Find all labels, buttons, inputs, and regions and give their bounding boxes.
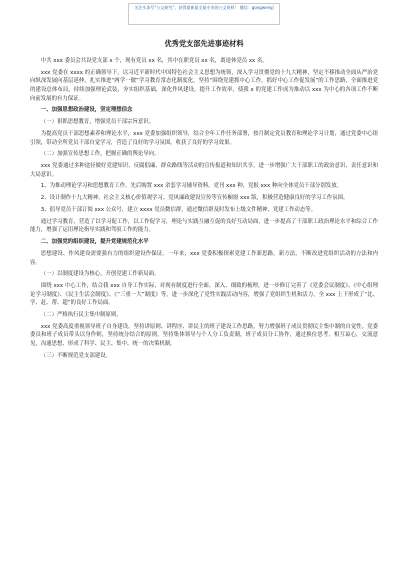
- body-paragraph: 中共 xxx 委员会共设党支部 x 个，现有党员 xx 名，其中在职党员 xx 名，离退休党员 xx 名。: [40, 58, 268, 64]
- body-paragraph: 为提高党员干部思想素养和理论水平，xxx 党委加强组织领导，结合全年工作任务部署，按月制定党员教育和理论学习计划，通过党委中心组引领，带动全所党员干部自觉学习，营造了良好的学习氛围，收获了良好的学习效果。: [30, 130, 378, 146]
- body-paragraph: 2、设计制作十九大精神、社会主义核心价值观学习、党风廉政建设宣传等宣传橱窗 xxx 版，积极营造健康良好的学习工作氛围。: [40, 195, 349, 202]
- body-paragraph: 思想建设、作风建设需要强有力的组织建设作保证。一年来，xxx 党委积极探索党建工作新思路，新方法，不断改进党组织活动的方法和内容。: [30, 250, 378, 266]
- section-heading: 二、加强党的组织建设，提升党建规范化水平: [40, 239, 149, 246]
- header-banner[interactable]: 关注头条号“公文研究”，获得最新最全最专业的公文资料！ 微信：gongwenyj: [128, 3, 280, 25]
- subsection-heading: （二）严格执行民主集中制原则。: [40, 312, 122, 319]
- document-body: [30, 57, 378, 364]
- subsection-heading: （三）不断规范党支部建设。: [40, 352, 111, 359]
- body-paragraph: xxx 党委在 xxxx 的正确领导下，以习近平新时代中国特色社会主义思想为统领，深入学习贯彻党的十九大精神，坚定不移推动全面从严治党向纵深发展向基层延伸，扎实推进“两学一做”学习教育常态化制度化，坚持“围绕党建抓中心工作，抓好中心工作促发展”的工作思路，全面推进党的建设总体布局，持续加强理论武装，夯实组织基础，深化作风建设，提升工作效率，使我 x 的党建工作成为推动以 xxx 为中心的各项工作不断向前发展的有力保证。: [30, 69, 378, 102]
- body-paragraph: 1、为推动理论学习和思想教育工作，先后购置 xxx 余套学习辅导资料，党刊 xxx 种，党报 xxx 种向全体党员干部分别发放。: [40, 183, 342, 190]
- subsection-heading: （一）狠抓思想教育，增强党员干部宗旨意识。: [40, 119, 155, 126]
- document-title: 优秀党支部先进事迹材料: [164, 39, 244, 48]
- subsection-heading: （二）加强宣传思想工作，把握正确的舆论导向。: [40, 151, 160, 158]
- body-paragraph: xxx 党委通过多种途径做好党建知识、反腐倡廉、群众路线等活动的宣传报道和知识共享，进一步增强广大干部职工的政治意识、责任意识和大局意识。: [30, 163, 378, 178]
- body-paragraph: 3、倡导党员干部订阅 xxx 公众号，建立 xxxx 党员微信群，通过微信群及时发布上级文件精神、党建工作动态等。: [40, 207, 316, 213]
- subsection-heading: （一）以制度建设为核心，开创党建工作新局面。: [40, 271, 160, 278]
- section-heading: 一、加强思想政治建设，坚定理想信念: [40, 107, 133, 114]
- body-paragraph: 通过学习教育，营造了以学习促工作，以工作促学习，理论与实践互融互促的良好互动局面，进一步提高了干部职工政治理论水平和综合工作能力，增强了运用理论指导实践和驾驭工作的能力。: [30, 218, 378, 234]
- body-paragraph: 围绕 xxx 中心工作，结合我 xxx 自身工作实际，对现有制度进行全面、深入、细致的梳理，进一步修订完善了《党委会议制度》、《中心组理论学习制度》、《民主生活会制度》、《“三重一大”制度》等，进一步深化了党性实践活动内容，增强了党组织生机和活力，全 xxx 上下形成了“比、学、赶、帮、超”的良好工作局面。: [30, 283, 378, 307]
- body-paragraph: xxx 党委高度重视领导班子自身建设，坚持讲原则、讲程序、讲民主的班子建设工作思路，努力增强班子成员贯彻民主集中制的自觉性。党委委员和班子成员带头以身作则，坚持统分结合的原则，坚持集体领导与个人分工负责制，班子成员分工协作，通过换位思考，相互谅心，交流意见，沟通思想，形成了科学、民主、集中、统一的决策机制。: [30, 323, 378, 348]
